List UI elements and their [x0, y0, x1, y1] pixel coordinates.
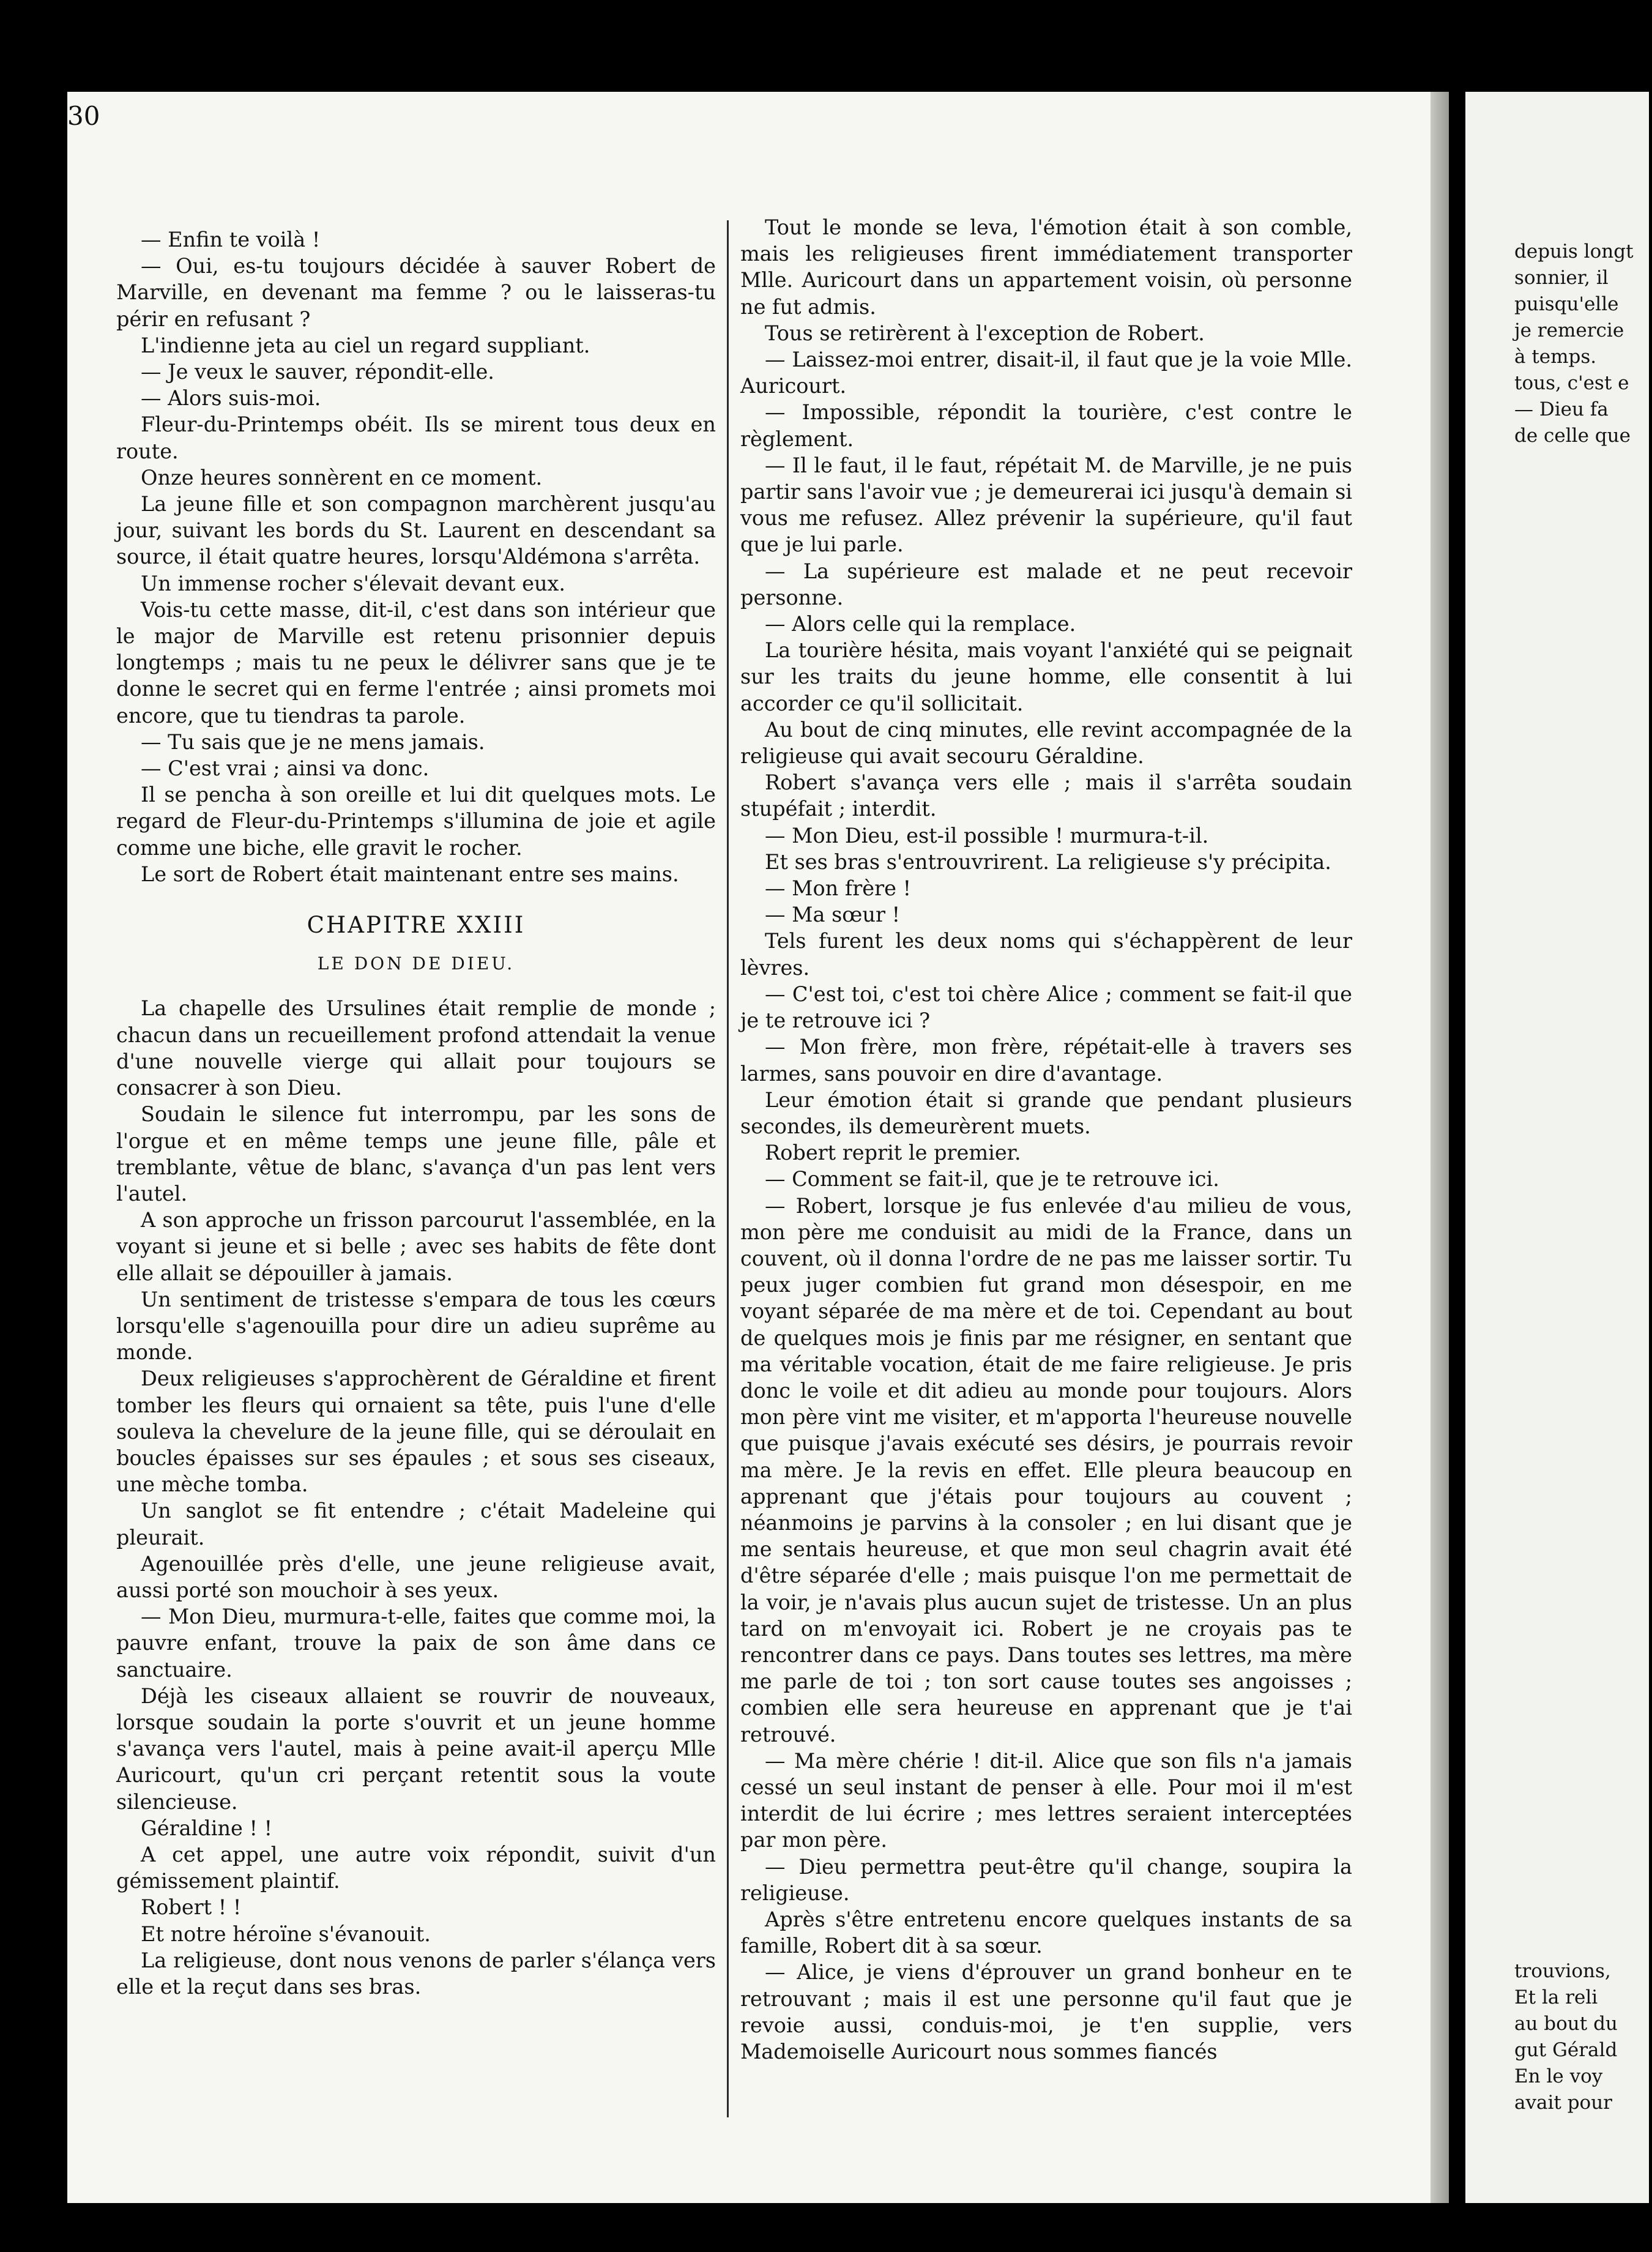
right-column: [740, 214, 1352, 2065]
right-text: [740, 214, 1352, 2065]
paragraph: — Mon frère, mon frère, répétait-elle à travers ses larmes, sans pouvoir en dire d'avantage.: [740, 1035, 1352, 1086]
paragraph: Au bout de cinq minutes, elle revint accompagnée de la religieuse qui avait secouru Géraldine.: [740, 717, 1352, 769]
paragraph: — Je veux le sauver, répondit-elle.: [141, 360, 494, 384]
paragraph: — Laissez-moi entrer, disait-il, il faut que je la voie Mlle. Auricourt.: [740, 348, 1352, 398]
fragment-line: trouvions,: [1514, 1960, 1611, 1982]
left-column: [116, 226, 716, 2000]
paragraph: — C'est toi, c'est toi chère Alice ; comment se fait-il que je te retrouve ici ?: [740, 982, 1352, 1033]
paragraph: A cet appel, une autre voix répondit, suivit d'un gémissement plaintif.: [116, 1842, 716, 1893]
paragraph: La jeune fille et son compagnon marchèrent jusqu'au jour, suivant les bords du St. Laurent en descendant sa source, il était quatre heures, lorsqu'Aldémona s'arrêta.: [116, 492, 716, 569]
paragraph: Fleur-du-Printemps obéit. Ils se mirent tous deux en route.: [116, 412, 716, 463]
paragraph: Robert ! !: [141, 1895, 242, 1920]
paragraph: Et ses bras s'entrouvrirent. La religieuse s'y précipita.: [765, 849, 1331, 874]
paragraph: — Mon frère !: [765, 876, 912, 901]
paragraph: — Mon Dieu, murmura-t-elle, faites que comme moi, la pauvre enfant, trouve la paix de son âme dans ce sanctuaire.: [116, 1605, 716, 1682]
paragraph: — La supérieure est malade et ne peut recevoir personne.: [740, 559, 1352, 610]
chapter-subtitle: LE DON DE DIEU.: [317, 953, 515, 974]
fragment-line: gut Gérald: [1514, 2039, 1618, 2061]
paragraph: Géraldine ! !: [141, 1816, 273, 1840]
fragment-line: je remercie: [1514, 319, 1624, 341]
paragraph: Déjà les ciseaux allaient se rouvrir de nouveaux, lorsque soudain la porte s'ouvrit et un jeune homme s'avança vers l'autel, mais à peine avait-il aperçu Mlle Auricourt, qu'un cri perçant retentit sous la voute silencieuse.: [116, 1683, 716, 1814]
fragment-line: depuis longt: [1514, 240, 1634, 263]
paragraph: — Mon Dieu, est-il possible ! murmura-t-il.: [765, 823, 1209, 848]
left-text-after-chapter: [116, 995, 716, 2000]
paragraph: — Comment se fait-il, que je te retrouve ici.: [765, 1167, 1219, 1191]
paragraph: — C'est vrai ; ainsi va donc.: [141, 756, 430, 781]
page-number: 30: [67, 101, 100, 131]
fragment-line: En le voy: [1514, 2065, 1603, 2087]
left-text-before-chapter: [116, 226, 716, 887]
adjacent-page-top-lines: [1514, 239, 1634, 449]
paragraph: — Il le faut, il le faut, répétait M. de Marville, je ne puis partir sans l'avoir vue ; je demeurerai ici jusqu'à demain si vous me refusez. Allez prévenir la supérieure, qu'il faut que je lui parle.: [740, 453, 1352, 557]
paragraph: Onze heures sonnèrent en ce moment.: [141, 465, 543, 490]
paragraph: — Alors suis-moi.: [141, 386, 321, 411]
page-edge: [1431, 92, 1449, 2203]
paragraph: Robert s'avança vers elle ; mais il s'arrêta soudain stupéfait ; interdit.: [740, 770, 1352, 821]
paragraph: Et notre héroïne s'évanouit.: [141, 1922, 431, 1946]
paragraph: Un immense rocher s'élevait devant eux.: [141, 571, 566, 595]
paragraph: Tous se retirèrent à l'exception de Robert.: [765, 321, 1205, 345]
paragraph: La religieuse, dont nous venons de parler s'élança vers elle et la reçut dans ses bras.: [116, 1948, 716, 1999]
paragraph: A son approche un frisson parcourut l'assemblée, en la voyant si jeune et si belle ; avec ses habits de fête dont elle allait se dépouiller à jamais.: [116, 1208, 716, 1285]
paragraph: Il se pencha à son oreille et lui dit quelques mots. Le regard de Fleur-du-Printemps s'illumina de joie et agile comme une biche, elle gravit le rocher.: [116, 783, 716, 860]
paragraph: Agenouillée près d'elle, une jeune religieuse avait, aussi porté son mouchoir à ses yeux.: [116, 1551, 716, 1602]
paragraph: Tels furent les deux noms qui s'échappèrent de leur lèvres.: [740, 929, 1352, 980]
paragraph: Le sort de Robert était maintenant entre ses mains.: [141, 862, 679, 886]
paragraph: — Enfin te voilà !: [141, 228, 321, 252]
paragraph: — Ma sœur !: [765, 903, 901, 927]
paragraph: — Impossible, répondit la tourière, c'est contre le règlement.: [740, 400, 1352, 451]
paragraph: — Oui, es-tu toujours décidée à sauver Robert de Marville, en devenant ma femme ? ou le laisseras-tu périr en refusant ?: [116, 254, 716, 331]
paragraph: Un sanglot se fit entendre ; c'était Madeleine qui pleurait.: [116, 1499, 716, 1549]
adjacent-page-fragment: [1465, 92, 1649, 2203]
fragment-line: à temps.: [1514, 346, 1597, 368]
fragment-line: avait pour: [1514, 2092, 1612, 2114]
paragraph: — Dieu permettra peut-être qu'il change, soupira la religieuse.: [740, 1854, 1352, 1905]
paragraph: Soudain le silence fut interrompu, par les sons de l'orgue et en même temps une jeune fille, pâle et tremblante, vêtue de blanc, s'avança d'un pas lent vers l'autel.: [116, 1102, 716, 1206]
chapter-title: CHAPITRE XXIII: [307, 912, 526, 939]
paragraph: La chapelle des Ursulines était remplie de monde ; chacun dans un recueillement profond attendait la venue d'une nouvelle vierge qui allait pour toujours se consacrer à son Dieu.: [116, 996, 716, 1100]
paragraph: Robert reprit le premier.: [765, 1141, 1021, 1165]
paragraph: La tourière hésita, mais voyant l'anxiété qui se peignait sur les traits du jeune homme, elle consentit à lui accorder ce qu'il sollicitait.: [740, 638, 1352, 715]
fragment-line: tous, c'est e: [1514, 372, 1629, 394]
fragment-line: au bout du: [1514, 2013, 1618, 2035]
fragment-line: Et la reli: [1514, 1986, 1598, 2008]
paragraph: Tout le monde se leva, l'émotion était à son comble, mais les religieuses firent immédiatement transporter Mlle. Auricourt dans un appartement voisin, où personne ne fut admis.: [740, 215, 1352, 319]
paragraph: Vois-tu cette masse, dit-il, c'est dans son intérieur que le major de Marville est retenu prisonnier depuis longtemps ; mais tu ne peux le délivrer sans que je te donne le secret qui en ferme l'entrée ; ainsi promets moi encore, que tu tiendras ta parole.: [116, 597, 716, 728]
paragraph: — Alice, je viens d'éprouver un grand bonheur en te retrouvant ; mais il est une personne qu'il faut que je revoie aussi, conduis-moi, je t'en supplie, vers Mademoiselle Auricourt nous sommes fiancés: [740, 1960, 1352, 2064]
fragment-line: — Dieu fa: [1514, 398, 1609, 420]
fragment-line: puisqu'elle: [1514, 293, 1619, 315]
paragraph: Après s'être entretenu encore quelques instants de sa famille, Robert dit à sa sœur.: [740, 1907, 1352, 1958]
paragraph: — Ma mère chérie ! dit-il. Alice que son fils n'a jamais cessé un seul instant de penser à elle. Pour moi il m'est interdit de lui écrire ; mes lettres seraient interceptées par mon père.: [740, 1748, 1352, 1852]
paragraph: Deux religieuses s'approchèrent de Géraldine et firent tomber les fleurs qui ornaient sa tête, puis l'une d'elle souleva la chevelure de la jeune fille, qui se déroulait en boucles épaisses sur ses épaules ; et sous ses ciseaux, une mèche tomba.: [116, 1366, 716, 1497]
paragraph: L'indienne jeta au ciel un regard suppliant.: [141, 333, 590, 357]
paragraph: — Robert, lorsque je fus enlevée d'au milieu de vous, mon père me conduisit au midi de la France, dans un couvent, où il donna l'ordre de ne pas me laisser sortir. Tu peux juger combien fut grand mon désespoir, en me voyant séparée de ma mère et de toi. Cependant au bout de quelques mois je finis par me résigner, en sentant que ma véritable vocation, était de me faire religieuse. Je pris donc le voile et dit adieu au monde pour toujours. Alors mon père vint me visiter, et m'apporta l'heureuse nouvelle que puisque j'avais exécuté ses désirs, je pourrais revoir ma mère. Je la revis en effet. Elle pleura beaucoup en apprenant que j'étais pour toujours au couvent ; néanmoins je parvins à la consoler ; en lui disant que je me sentais heureuse, et que mon seul chagrin avait été d'être séparée d'elle ; mais puisque l'on me permettait de la voir, je n'avais plus aucun sujet de tristesse. Un an plus tard on m'envoyait ici. Robert je ne croyais pas te rencontrer dans ce pays. Dans toutes ses lettres, ma mère me parle de toi ; ton sort cause toutes ses angoisses ; combien elle sera heureuse en apprenant que je t'ai retrouvé.: [740, 1193, 1352, 1747]
fragment-line: de celle que: [1514, 425, 1631, 447]
paragraph: — Alors celle qui la remplace.: [765, 612, 1076, 636]
paragraph: Un sentiment de tristesse s'empara de tous les cœurs lorsqu'elle s'agenouilla pour dire un adieu suprême au monde.: [116, 1287, 716, 1365]
paragraph: — Tu sais que je ne mens jamais.: [141, 729, 485, 754]
fragment-line: sonnier, il: [1514, 267, 1609, 289]
column-divider: [727, 220, 729, 2117]
paragraph: Leur émotion était si grande que pendant plusieurs secondes, ils demeurèrent muets.: [740, 1087, 1352, 1138]
adjacent-page-bottom-lines: [1514, 1958, 1618, 2116]
